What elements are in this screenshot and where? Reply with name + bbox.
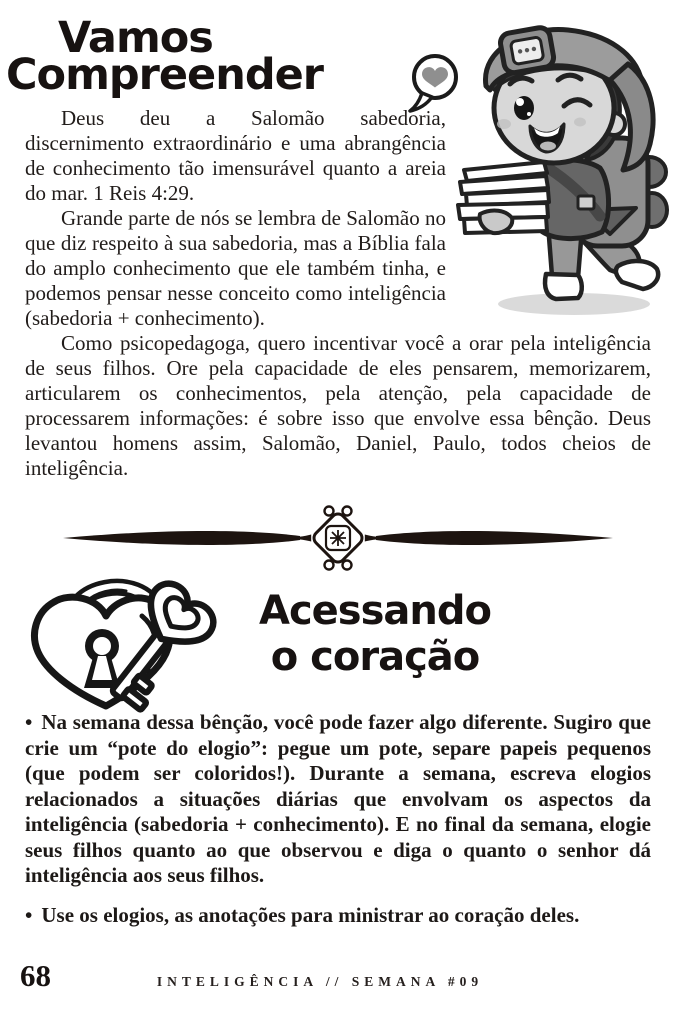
list-item <box>25 903 651 929</box>
list-item <box>25 710 651 889</box>
section-title <box>238 588 512 680</box>
page-title <box>6 13 323 100</box>
mascot-text-wrap-spacer <box>452 106 651 318</box>
paragraph: Como psicopedagoga, quero incentivar você a orar pela inteligência de seus filhos. Ore pela capacidade de eles pensarem, memorizarem, articularem os conhecimentos, pela atenção, pela capacidade de processarem informações: é sobre isso que envolve essa bênção. Deus levantou homens assim, Salomão, Daniel, Paulo, todos cheios de inteligência. <box>25 331 651 480</box>
activity-list <box>25 710 651 942</box>
running-title: INTELIGÊNCIA // SEMANA #09 <box>156 974 484 989</box>
heart-lock-and-key-icon <box>14 568 249 720</box>
bullet-marker: • <box>25 710 33 734</box>
page-title-line2: Compreender <box>6 50 323 100</box>
bullet-marker: • <box>25 902 33 927</box>
paragraph: Deus deu a Salomão sabedoria, discernimento extraordinário e uma abrangência de conhecimento tão imensurável quanto a areia do mar. 1 Reis 4:29. <box>25 106 446 205</box>
list-item-text: Use os elogios, as anotações para ministrar ao coração deles. <box>41 902 580 927</box>
list-item-text: Na semana dessa bênção, você pode fazer algo diferente. Sugiro que crie um “pote do elogio”: pegue um pote, separe papeis pequenos (que podem ser coloridos!). Durante a semana, escreva elogios relacionados a situações diárias que envolvam os aspectos da inteligência (sabedoria + conhecimento). E no final da semana, elogie seus filhos quanto ao que observou e diga o quanto o senhor dá inteligência aos seus filhos. <box>25 710 651 887</box>
body-text <box>25 106 651 481</box>
ornamental-divider <box>55 505 621 571</box>
page-title-line1: Vamos <box>58 13 213 63</box>
paragraph: Grande parte de nós se lembra de Salomão no que diz respeito à sua sabedoria, mas a Bíblia fala do amplo conhecimento que ele também tinha, e podemos pensar nesse conceito como inteligência (sabedoria + conhecimento). <box>25 206 446 330</box>
page-number: 68 <box>20 958 51 993</box>
section-title-line2: o coração <box>270 634 480 680</box>
section-title-line1: Acessando <box>259 588 491 634</box>
